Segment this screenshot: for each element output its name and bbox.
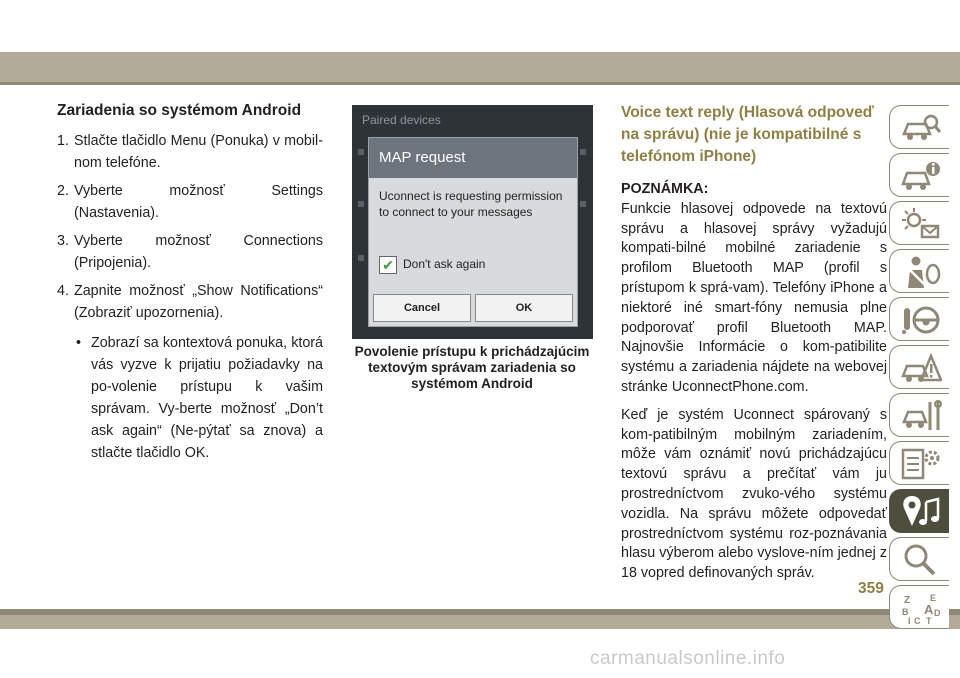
car-info-icon [900, 158, 942, 194]
tab-driving[interactable] [889, 297, 949, 341]
figure-caption: Povolenie prístupu k prichádzajúcim textovým správam zariadenia so systémom Android [354, 344, 590, 391]
map-request-dialog [368, 137, 578, 327]
note-text: Funkcie hlasovej odpovede na textovú správu a hlasovej správy vyžadujú kompati-bilné mobilné zariadenie s profilom Bluetooth MAP (profil s prístupom k sprá-vam). Telefóny iPhone a niektoré iné smart-fóny nemusia plne podporovať profil Bluetooth MAP. Najnovšie Informácie o kom-patibilite systému a zariadenia nájdete na webovej stránke UconnectPhone.com. [621, 200, 887, 395]
step-2: 2. Vyberte možnosť Settings (Nastavenia). [57, 183, 323, 221]
dashboard-lights-icon [900, 206, 942, 242]
right-column [621, 102, 887, 592]
dont-ask-label: Don't ask again [403, 257, 486, 271]
index-letter: C [914, 616, 921, 626]
step-3: 3. Vyberte možnosť Connections (Pripojenia). [57, 233, 323, 271]
index-letter: D [934, 608, 941, 618]
step-4-bullet: • Zobrazí sa kontextová ponuka, ktorá vás vyzve k prijatiu požiadavky na po-volenie prístupu k vašim správam. Vy-berte možnosť „Don’t ask again“ (Ne-pýtať sa znova) a stlačte tlačidlo OK. [76, 335, 323, 461]
dialog-title: MAP request [369, 138, 577, 178]
body-paragraph: Keď je systém Uconnect spárovaný s kom-patibilným mobilným zariadením, môže vám oznámiť novú prichádzajúcu textovú správu a prečítať vám ju prostredníctvom zvuko-vého systému vozidla. Na správu môžete odpovedať prostredníctvom systému roz-poznávania hlasu výberom alebo vyslove-ním jednej z 18 vopred definovaných správ. [621, 406, 887, 582]
step-1: 1. Stlačte tlačidlo Menu (Ponuka) v mobil-nom telefóne. [57, 133, 323, 171]
bg-item-mark [358, 201, 364, 207]
dont-ask-checkbox[interactable]: ✔ [379, 256, 397, 274]
index-letter: I [908, 616, 911, 626]
multimedia-icon [900, 494, 942, 530]
tab-car-search[interactable] [889, 105, 949, 149]
step-4: 4. Zapnite možnosť „Show Notifications“ (Zobraziť upozornenia). [57, 283, 323, 321]
tab-maintenance[interactable] [889, 393, 949, 437]
index-letter: Z [904, 595, 911, 606]
note-label: POZNÁMKA: [621, 181, 709, 197]
left-column [57, 100, 323, 464]
bg-settings-mark [580, 149, 586, 155]
steering-wheel-icon [900, 302, 942, 338]
top-band-line [0, 82, 960, 85]
warning-triangle-icon [900, 350, 942, 386]
tab-specifications[interactable] [889, 441, 949, 485]
dialog-message: Uconnect is requesting permission to connect to your messages [379, 189, 563, 219]
bg-settings-mark [580, 201, 586, 207]
android-map-request-screenshot [352, 105, 593, 339]
cancel-button[interactable]: Cancel [373, 294, 471, 322]
bg-item-mark [358, 149, 364, 155]
right-heading: Voice text reply (Hlasová odpoveď na správu) (nie je kompatibilné s telefónom iPhone) [621, 104, 874, 165]
tab-multimedia[interactable] [889, 489, 949, 533]
index-letter: B [902, 607, 909, 617]
tab-dashboard-lights[interactable] [889, 201, 949, 245]
tab-safety[interactable] [889, 249, 949, 293]
alphabet-index-icon [900, 590, 942, 626]
checklist-gear-icon [900, 446, 942, 482]
paired-devices-header: Paired devices [362, 113, 441, 127]
top-band [0, 52, 960, 82]
tab-emergency[interactable] [889, 345, 949, 389]
tools-icon [900, 398, 942, 434]
tab-car-info[interactable] [889, 153, 949, 197]
car-search-icon [900, 110, 942, 146]
index-letter: E [930, 593, 937, 603]
left-heading: Zariadenia so systémom Android [57, 102, 302, 119]
index-letter: A [924, 602, 934, 617]
magnifier-icon [900, 542, 942, 578]
watermark: carmanualsonline.info [590, 648, 786, 669]
bottom-band [0, 615, 960, 629]
ok-button[interactable]: OK [475, 294, 573, 322]
tab-index[interactable] [889, 585, 949, 629]
seat-belt-airbag-icon [900, 254, 942, 290]
index-letter: T [926, 616, 932, 626]
page-number: 359 [858, 580, 884, 597]
tab-search[interactable] [889, 537, 949, 581]
bg-item-mark [358, 255, 364, 261]
